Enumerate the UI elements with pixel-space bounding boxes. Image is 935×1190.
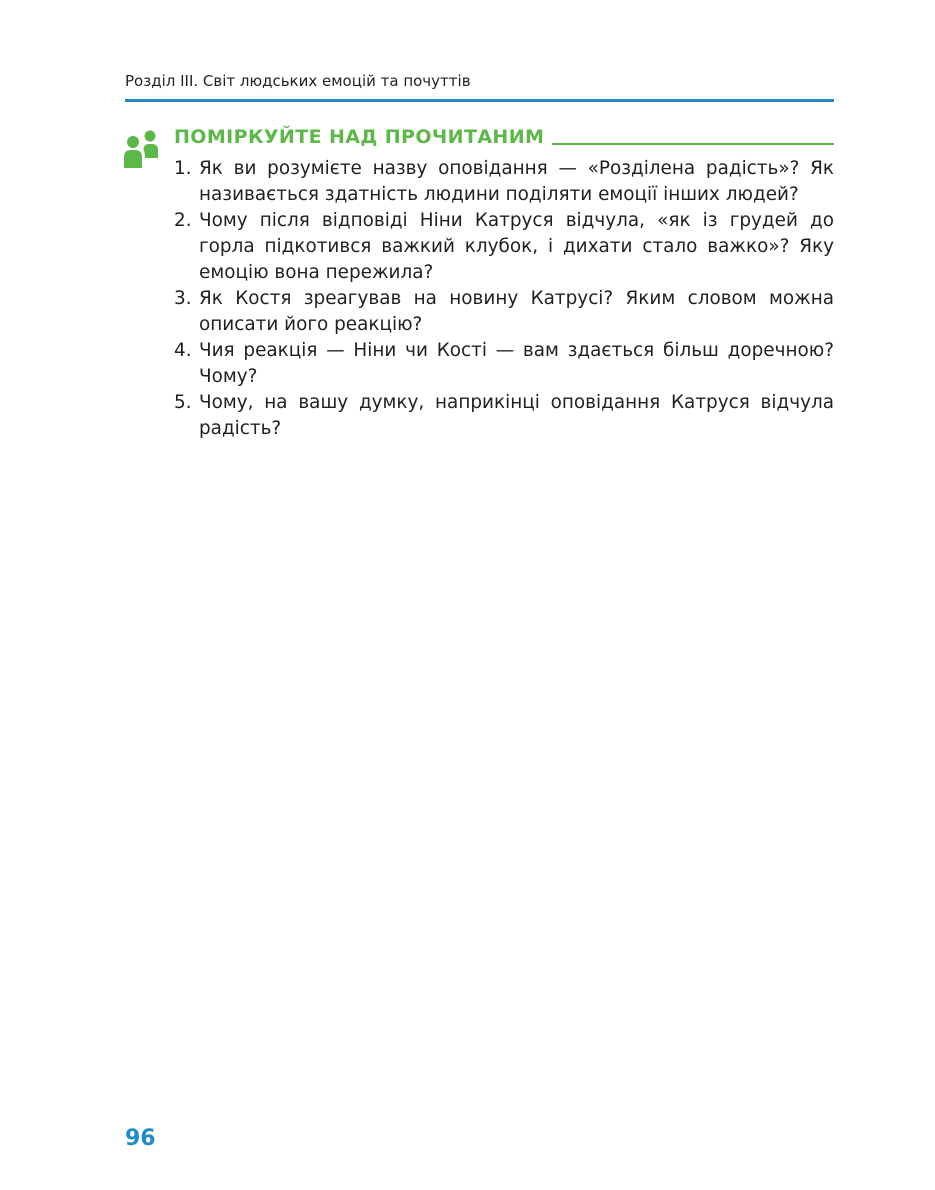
question-number: 4. xyxy=(174,340,192,361)
question-number: 1. xyxy=(174,158,192,179)
question-item xyxy=(174,338,834,390)
question-text: Як ви розумієте назву оповідання — «Розділена радість»? Як називається здатність людини поділяти емоції інших людей? xyxy=(199,158,834,205)
running-head: Розділ ІІІ. Світ людських емоцій та почуттів xyxy=(125,72,471,90)
heading-underline xyxy=(552,143,834,145)
question-item xyxy=(174,156,834,208)
page-number: 96 xyxy=(125,1126,156,1151)
people-group-icon xyxy=(122,128,162,168)
section-heading xyxy=(174,124,834,150)
question-text: Чому після відповіді Ніни Катруся відчула, «як із грудей до горла підкотився важкий клубок, і дихати стало важко»? Яку емоцію вона пережила? xyxy=(199,210,834,283)
question-item xyxy=(174,208,834,286)
question-text: Чия реакція — Ніни чи Кості — вам здається більш доречною? Чому? xyxy=(199,340,834,387)
section-title: ПОМІРКУЙТЕ НАД ПРОЧИТАНИМ xyxy=(174,126,545,148)
question-item xyxy=(174,390,834,442)
question-number: 3. xyxy=(174,288,192,309)
header-divider xyxy=(125,99,834,102)
question-list xyxy=(174,156,834,442)
question-item xyxy=(174,286,834,338)
question-text: Як Костя зреагував на новину Катрусі? Яким словом можна описати його реакцію? xyxy=(199,288,834,335)
question-text: Чому, на вашу думку, наприкінці оповідання Катруся відчула радість? xyxy=(199,392,834,439)
question-number: 5. xyxy=(174,392,192,413)
question-number: 2. xyxy=(174,210,192,231)
